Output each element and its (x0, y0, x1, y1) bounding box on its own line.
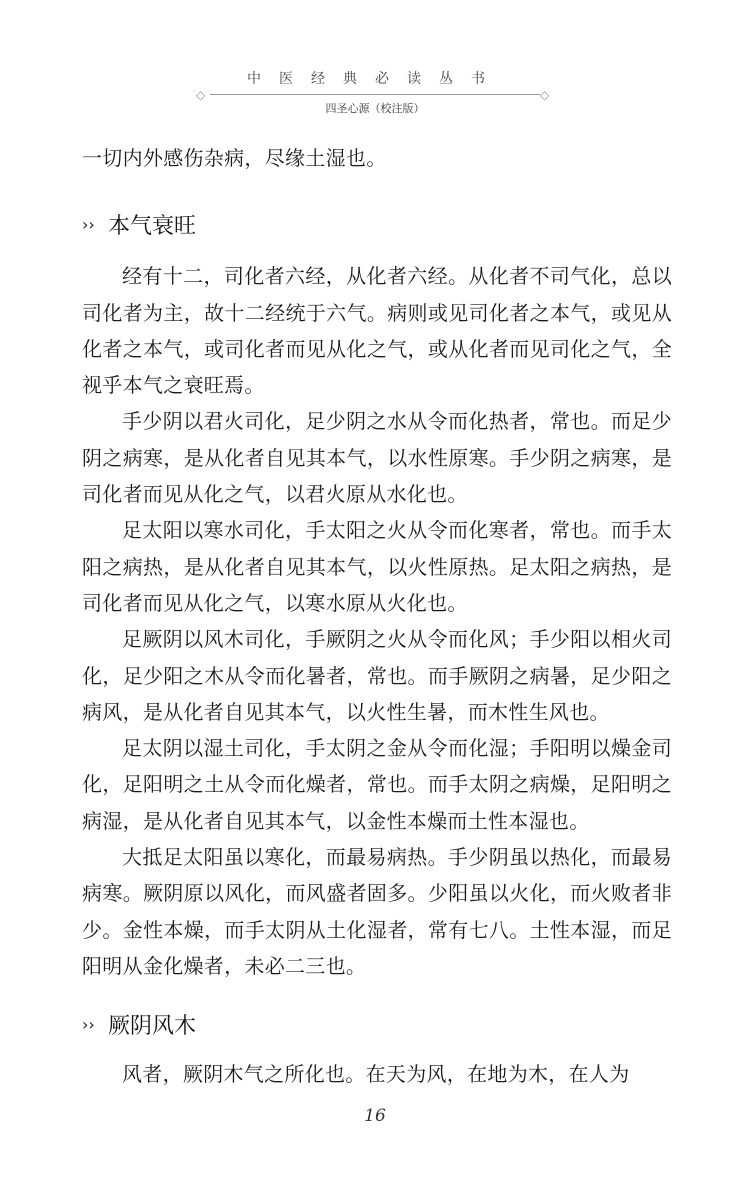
paragraph: 大抵足太阳虽以寒化，而最易病热。手少阴虽以热化，而最易病寒。厥阴原以风化，而风盛者固多。少阳虽以火化，而火败者非少。金性本燥，而手太阴从土化湿者，常有七八。土性本湿，而足阳明从金化燥者，未必二三也。 (82, 845, 672, 978)
section-title: 本气衰旺 (108, 213, 197, 239)
page-body (82, 140, 672, 1093)
section-heading (82, 1004, 672, 1044)
section-title: 厥阴风木 (108, 1013, 197, 1039)
section-marker-icon: ›› (82, 214, 95, 234)
paragraph: 足厥阴以风木司化，手厥阴之火从令而化风；手少阳以相火司化，足少阳之木从令而化暑者，常也。而手厥阴之病暑，足少阳之病风，是从化者自见其本气，以火性生暑，而木性生风也。 (82, 627, 672, 724)
section-heading (82, 204, 672, 244)
header-ornament-right: ◇ (540, 88, 550, 102)
paragraph: 风者，厥阴木气之所化也。在天为风，在地为木，在人为 (122, 1062, 630, 1087)
continued-text: 一切内外感伤杂病，尽缘土湿也。 (82, 146, 387, 170)
series-title: 中医经典必读丛书 (247, 71, 503, 87)
paragraph: 经有十二，司化者六经，从化者六经。从化者不司气化，总以司化者为主，故十二经统于六气。病则或见司化者之本气，或见从化者之本气，或司化者而见从化之气，或从化者而见司化之气，全视乎本气之衰旺焉。 (82, 264, 672, 398)
paragraph: 手少阴以君火司化，足少阴之水从令而化热者，常也。而足少阴之病寒，是从化者自见其本气，以水性原寒。手少阴之病寒，是司化者而见从化之气，以君火原从水化也。 (82, 409, 672, 507)
header-ornament-left: ◇ (196, 88, 206, 102)
header-rule (210, 94, 380, 95)
header-rule (380, 94, 540, 95)
paragraph: 足太阳以寒水司化，手太阳之火从令而化寒者，常也。而手太阳之病热，是从化者自见其本气，以火性原热。足太阳之病热，是司化者而见从化之气，以寒水原从火化也。 (82, 518, 672, 615)
running-header (0, 0, 750, 120)
paragraph: 足太阴以湿土司化，手太阴之金从令而化湿；手阳明以燥金司化，足阳明之土从令而化燥者，常也。而手太阴之病燥，足阳明之病湿，是从化者自见其本气，以金性本燥而土性本湿也。 (82, 736, 672, 833)
book-title: 四圣心源（校注版） (325, 102, 425, 115)
section-marker-icon: ›› (82, 1014, 95, 1034)
page-number: 16 (364, 1106, 386, 1126)
